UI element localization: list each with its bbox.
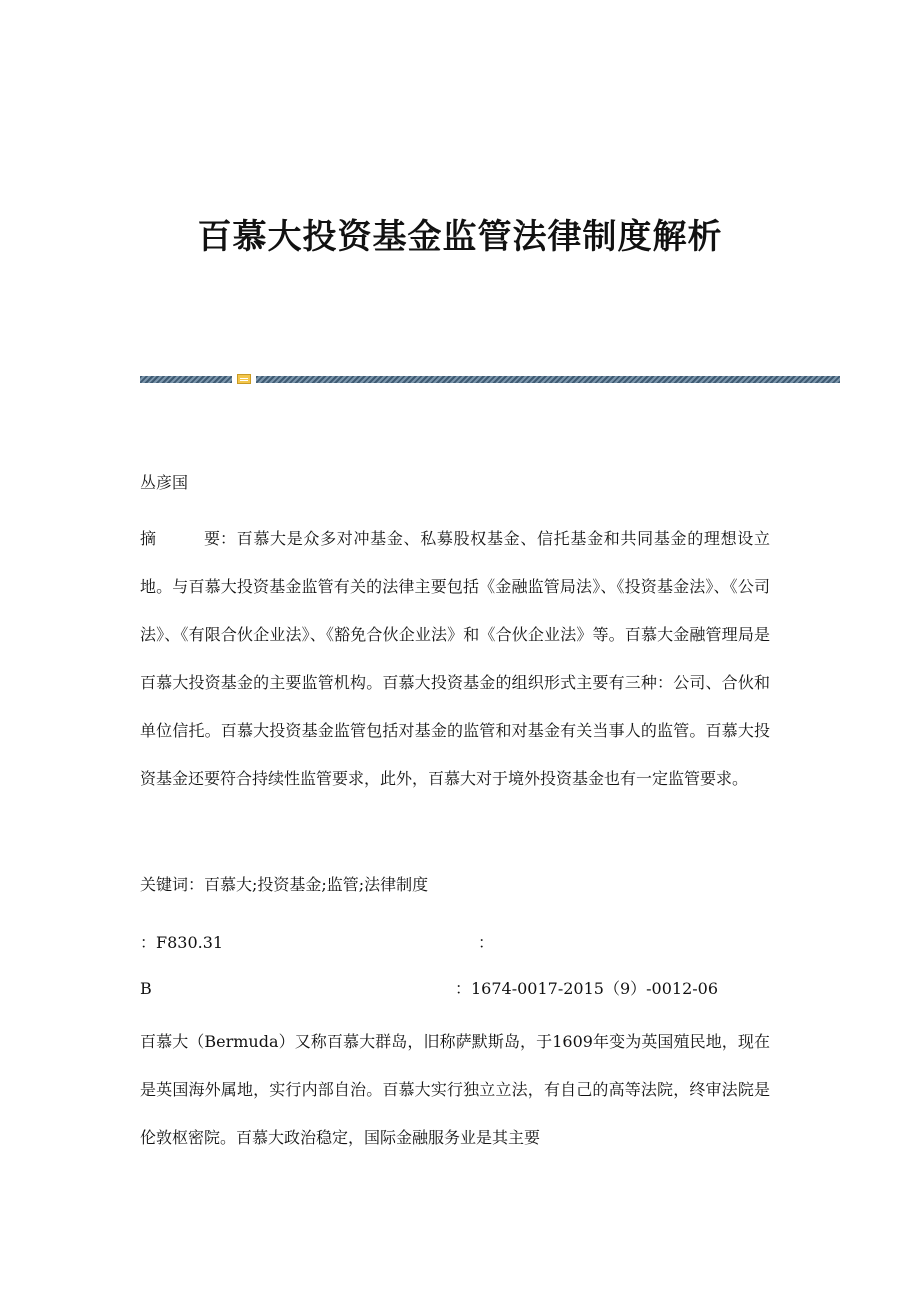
abstract-label bbox=[140, 515, 236, 563]
keywords: 关键词：百慕大;投资基金;监管;法律制度 bbox=[140, 875, 429, 894]
title-divider bbox=[140, 374, 840, 384]
abstract-label-char2: 要： bbox=[204, 529, 237, 548]
article-id: ：1674-0017-2015（9）-0012-06 bbox=[455, 979, 719, 998]
document-code: B bbox=[140, 979, 152, 998]
divider-bar-left bbox=[140, 376, 232, 383]
divider-bar-right bbox=[256, 376, 840, 383]
doc-code-colon: ： bbox=[478, 933, 495, 952]
abstract bbox=[140, 515, 770, 803]
abstract-label-char1: 摘 bbox=[140, 529, 157, 548]
clc-number: ：F830.31 bbox=[140, 933, 224, 952]
abstract-text: 百慕大是众多对冲基金、私募股权基金、信托基金和共同基金的理想设立地。与百慕大投资基金监管有关的法律主要包括《金融监管局法》、《投资基金法》、《公司法》、《有限合伙企业法》、《豁免合伙企业法》和《合伙企业法》等。百慕大金融管理局是百慕大投资基金的主要监管机构。百慕大投资基金的组织形式主要有三种：公司、合伙和单位信托。百慕大投资基金监管包括对基金的监管和对基金有关当事人的监管。百慕大投资基金还要符合持续性监管要求，此外，百慕大对于境外投资基金也有一定监管要求。 bbox=[140, 529, 770, 788]
body-paragraph: 百慕大（Bermuda）又称百慕大群岛，旧称萨默斯岛，于1609年变为英国殖民地，现在是英国海外属地，实行内部自治。百慕大实行独立立法，有自己的高等法院，终审法院是伦敦枢密院。百慕大政治稳定，国际金融服务业是其主要 bbox=[140, 1032, 770, 1147]
envelope-icon bbox=[237, 374, 251, 384]
author: 丛彦国 bbox=[140, 473, 189, 492]
document-title: 百慕大投资基金监管法律制度解析 bbox=[197, 217, 723, 257]
